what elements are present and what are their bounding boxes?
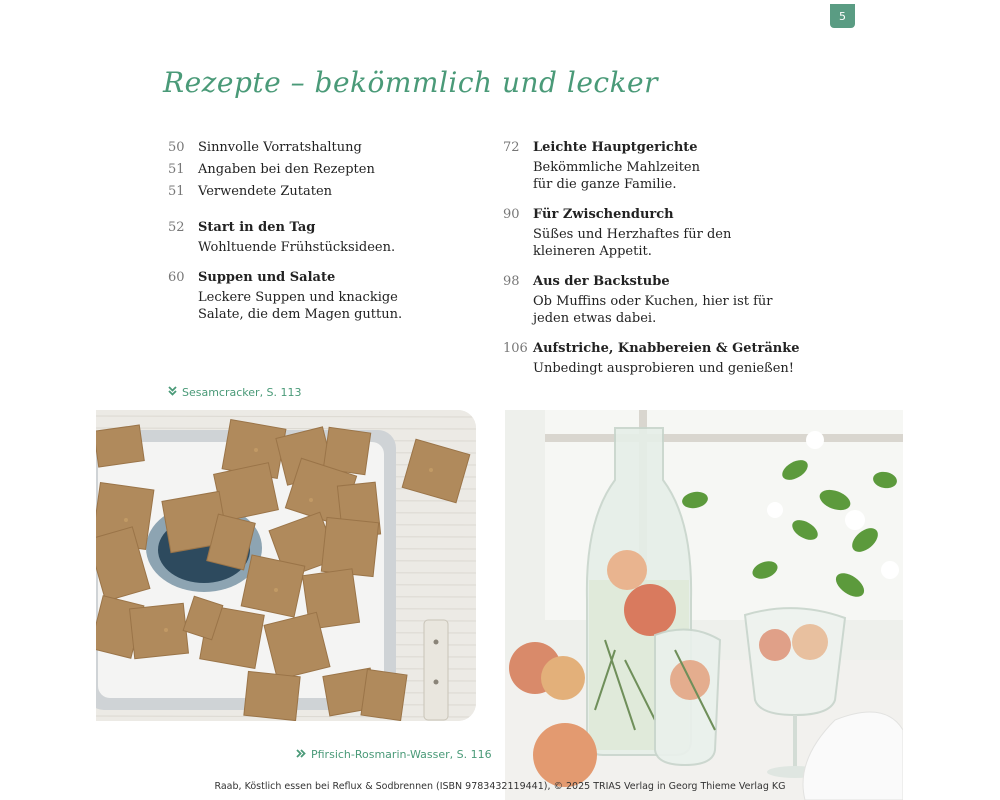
double-chevron-right-icon bbox=[296, 749, 306, 761]
toc-entry[interactable] bbox=[503, 138, 823, 193]
toc-entry-description: Bekömmliche Mahlzeiten für die ganze Familie. bbox=[533, 160, 700, 192]
toc-page-number: 90 bbox=[503, 207, 520, 222]
toc-entry[interactable] bbox=[168, 182, 488, 202]
toc-entry-description: Unbedingt ausprobieren und genießen! bbox=[533, 361, 795, 376]
toc-entry[interactable] bbox=[168, 268, 488, 323]
toc-entry-title: Leichte Hauptgerichte bbox=[533, 140, 698, 155]
toc-entry[interactable] bbox=[168, 160, 488, 180]
page-number: 5 bbox=[839, 9, 846, 23]
toc-entry-title: Angaben bei den Rezepten bbox=[198, 162, 375, 177]
toc-column-left bbox=[168, 138, 488, 323]
toc-page-number: 72 bbox=[503, 140, 520, 155]
toc-page-number: 51 bbox=[168, 162, 185, 177]
photo-caption-pfirsich bbox=[296, 748, 492, 761]
caption-text: Sesamcracker, S. 113 bbox=[182, 386, 302, 399]
toc-page-number: 52 bbox=[168, 220, 185, 235]
photo-caption-sesamcracker bbox=[168, 386, 302, 399]
photo-pfirsich-rosmarin-wasser bbox=[505, 410, 903, 800]
toc-page-number: 60 bbox=[168, 270, 185, 285]
page-number-badge bbox=[830, 4, 855, 28]
toc-entry-description: Leckere Suppen und knackige Salate, die dem Magen guttun. bbox=[198, 290, 403, 322]
toc-entry-title: Für Zwischendurch bbox=[533, 207, 674, 222]
toc-entry[interactable] bbox=[503, 339, 823, 377]
toc-entry[interactable] bbox=[503, 205, 823, 260]
toc-column-right bbox=[503, 138, 823, 377]
toc-entry-description: Wohltuende Frühstücksideen. bbox=[198, 240, 396, 255]
toc-entry-title: Start in den Tag bbox=[198, 220, 316, 235]
toc-entry-title: Verwendete Zutaten bbox=[198, 184, 333, 199]
toc-page-number: 51 bbox=[168, 184, 185, 199]
toc-page-number: 50 bbox=[168, 140, 185, 155]
toc-entry[interactable] bbox=[168, 138, 488, 158]
photo-sesamcracker bbox=[96, 410, 476, 721]
page-heading: Rezepte – bekömmlich und lecker bbox=[163, 66, 658, 99]
toc-entry-description: Süßes und Herzhaftes für den kleineren Appetit. bbox=[533, 227, 732, 259]
footer-copyright: Raab, Köstlich essen bei Reflux & Sodbrennen (ISBN 9783432119441), © 2025 TRIAS Verlag in Georg Thieme Verlag KG bbox=[214, 781, 786, 792]
toc-entry[interactable] bbox=[168, 218, 488, 256]
toc-entry-title: Aufstriche, Knabbereien & Getränke bbox=[533, 341, 800, 356]
toc-entry-description: Ob Muffins oder Kuchen, hier ist für jeden etwas dabei. bbox=[533, 294, 773, 326]
double-chevron-down-icon bbox=[168, 386, 177, 399]
toc-entry[interactable] bbox=[503, 272, 823, 327]
toc-entry-title: Suppen und Salate bbox=[198, 270, 336, 285]
toc-entry-title: Aus der Backstube bbox=[533, 274, 670, 289]
toc-page-number: 106 bbox=[503, 341, 528, 356]
toc-entry-title: Sinnvolle Vorratshaltung bbox=[198, 140, 362, 155]
caption-text: Pfirsich-Rosmarin-Wasser, S. 116 bbox=[311, 748, 492, 761]
toc-page-number: 98 bbox=[503, 274, 520, 289]
